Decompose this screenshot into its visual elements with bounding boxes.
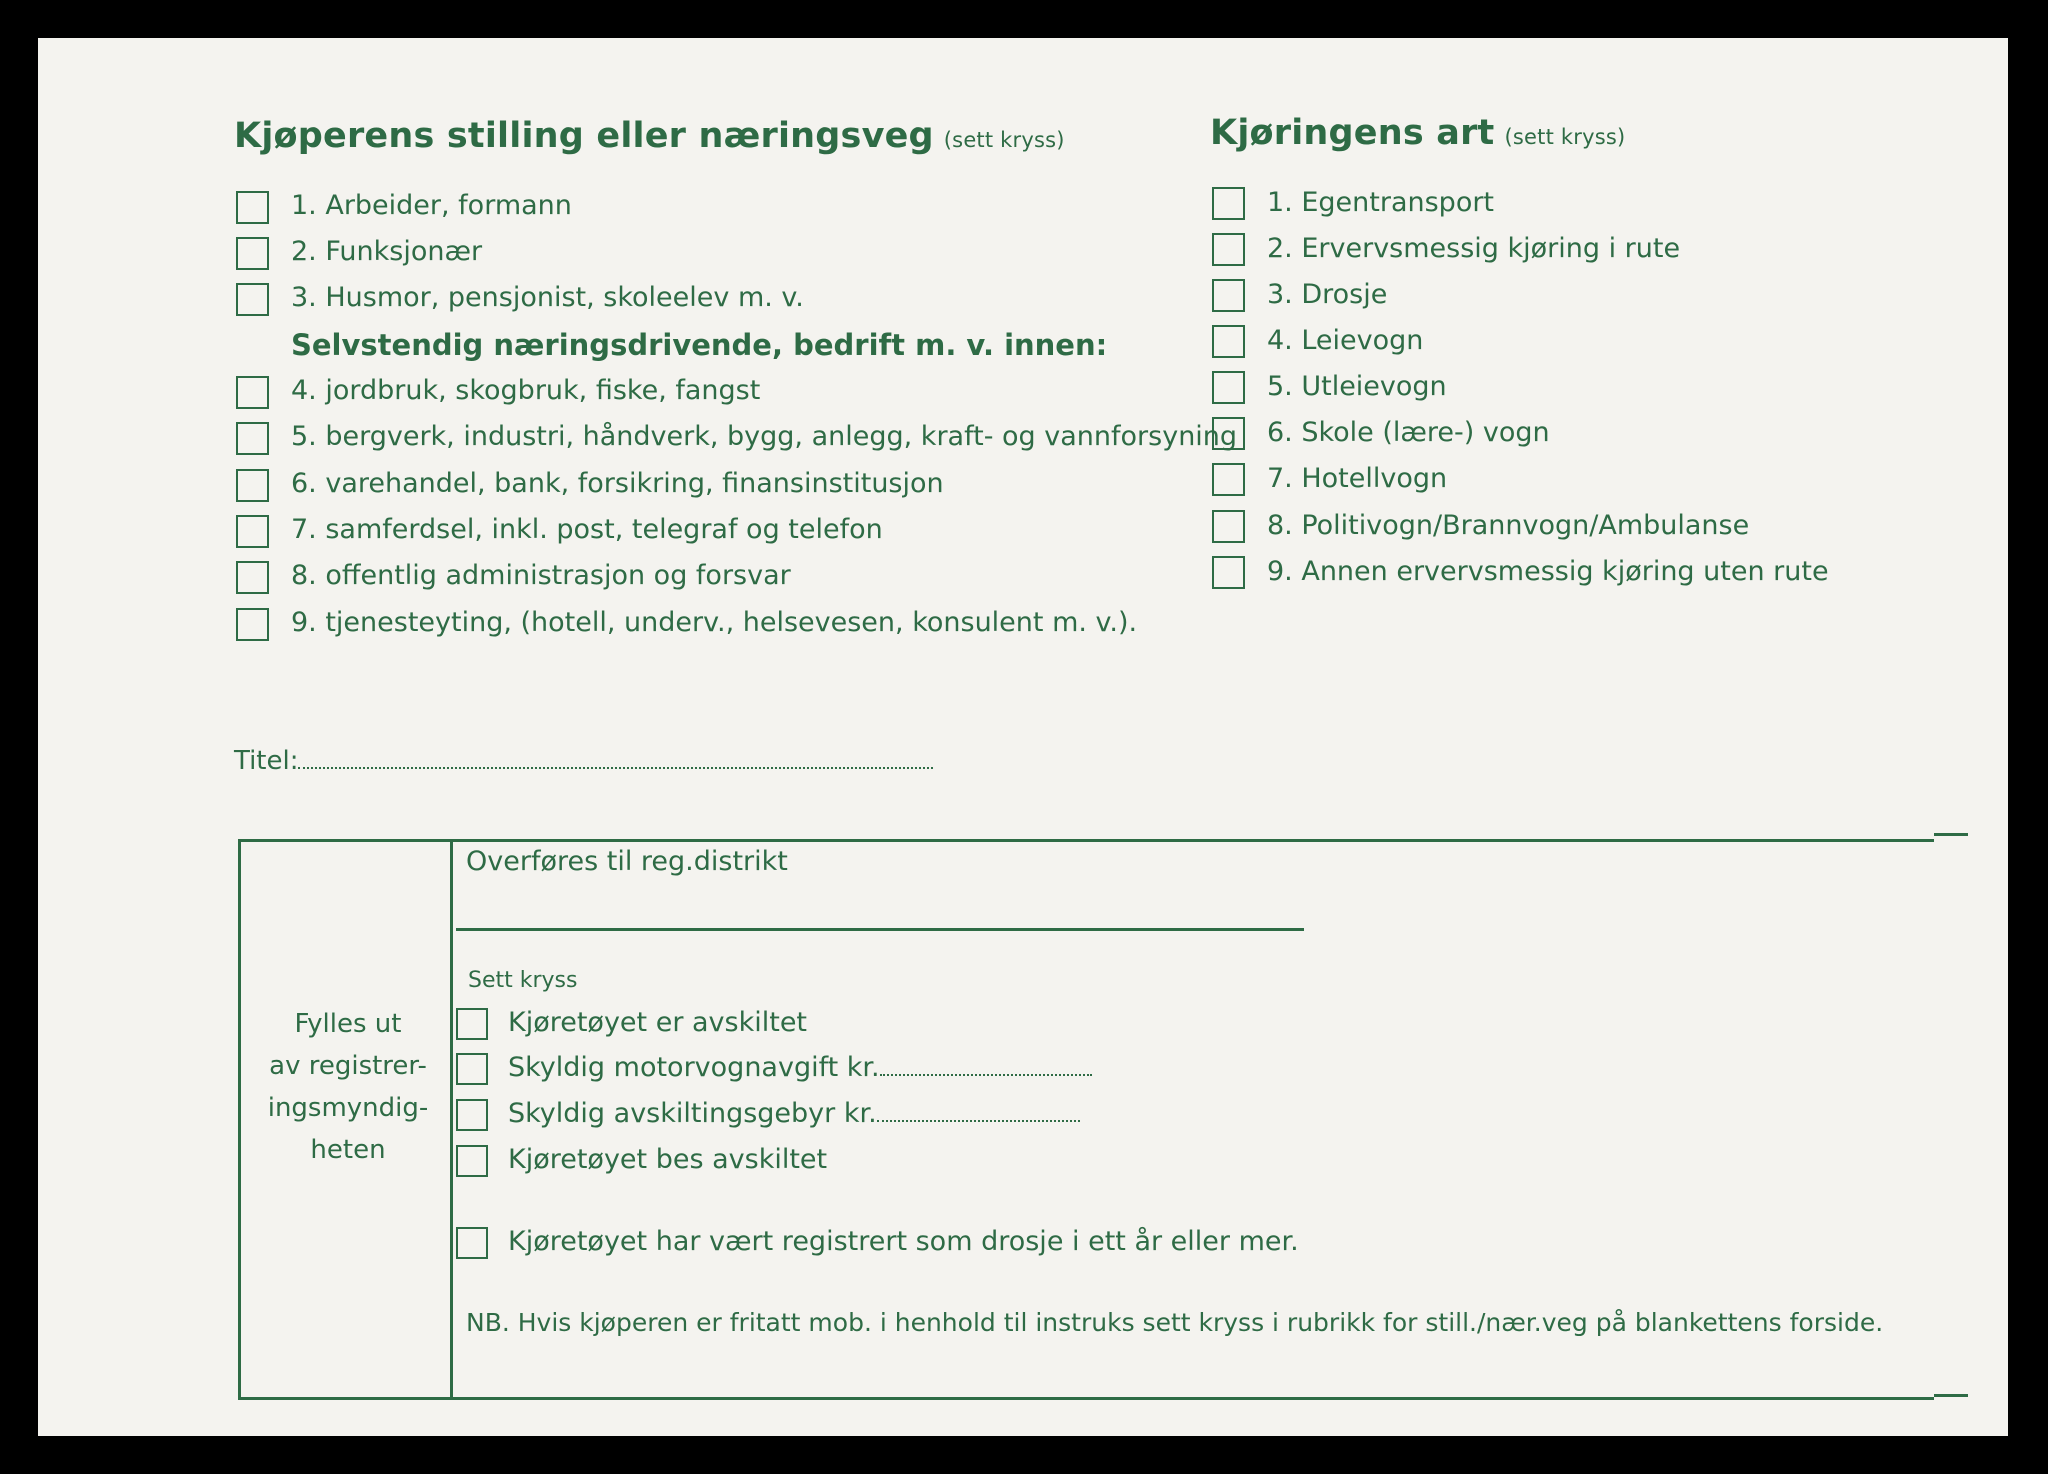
checkbox-drosje[interactable] <box>456 1227 488 1259</box>
titel-dotted-line <box>298 749 933 769</box>
checkbox-stilling-1[interactable] <box>236 191 269 224</box>
check-avskiltingsgebyr <box>508 1098 1080 1129</box>
box-top-extension <box>1934 833 1968 836</box>
checkbox-kjoring-3[interactable] <box>1212 279 1245 312</box>
right-title-hint: (sett kryss) <box>1504 125 1626 149</box>
left-title-text: Kjøperens stilling eller næringsveg <box>234 116 934 156</box>
checkbox-kjoring-2[interactable] <box>1212 233 1245 266</box>
checkbox-avskiltingsgebyr[interactable] <box>456 1099 488 1131</box>
motorvognavgift-dotted-line[interactable] <box>880 1056 1092 1076</box>
checkbox-kjoring-5[interactable] <box>1212 371 1245 404</box>
kjoring-item-4: 4. Leievogn <box>1267 325 1424 356</box>
form-paper <box>38 38 2008 1436</box>
right-section-title <box>1210 113 1625 153</box>
selvstendig-subheading: Selvstendig næringsdrivende, bedrift m. v. innen: <box>291 328 1108 362</box>
checkbox-kjoring-7[interactable] <box>1212 463 1245 496</box>
checkbox-stilling-4[interactable] <box>236 376 269 409</box>
checkbox-avskiltet[interactable] <box>456 1008 488 1040</box>
kjoring-item-6: 6. Skole (lære-) vogn <box>1267 417 1550 448</box>
kjoring-item-3: 3. Drosje <box>1267 279 1388 310</box>
stilling-item-7: 7. samferdsel, inkl. post, telegraf og telefon <box>291 514 883 545</box>
checkbox-kjoring-4[interactable] <box>1212 325 1245 358</box>
check-motorvognavgift-text: Skyldig motorvognavgift kr. <box>508 1052 880 1083</box>
checkbox-kjoring-9[interactable] <box>1212 556 1245 589</box>
checkbox-kjoring-1[interactable] <box>1212 187 1245 220</box>
titel-field[interactable] <box>234 746 933 776</box>
kjoring-item-9: 9. Annen ervervsmessig kjøring uten rute <box>1267 556 1829 587</box>
kjoring-item-1: 1. Egentransport <box>1267 187 1495 218</box>
stilling-item-2: 2. Funksjonær <box>291 236 483 267</box>
stilling-item-5: 5. bergverk, industri, håndverk, bygg, anlegg, kraft- og vannforsyning <box>291 421 1238 452</box>
check-motorvognavgift <box>508 1052 1092 1083</box>
checkbox-kjoring-6[interactable] <box>1212 417 1245 450</box>
kjoring-item-2: 2. Ervervsmessig kjøring i rute <box>1267 233 1681 264</box>
checkbox-stilling-5[interactable] <box>236 422 269 455</box>
checkbox-stilling-6[interactable] <box>236 469 269 502</box>
checkbox-stilling-8[interactable] <box>236 561 269 594</box>
side-label-line-3: ingsmyndig- <box>267 1093 429 1123</box>
registry-side-label <box>248 1003 448 1171</box>
box-bottom-extension <box>1934 1394 1968 1397</box>
stilling-item-3: 3. Husmor, pensjonist, skoleelev m. v. <box>291 282 804 313</box>
checkbox-stilling-7[interactable] <box>236 515 269 548</box>
check-avskiltingsgebyr-text: Skyldig avskiltingsgebyr kr. <box>508 1098 877 1129</box>
right-title-text: Kjøringens art <box>1210 113 1495 153</box>
stilling-item-9: 9. tjenesteyting, (hotell, underv., helsevesen, konsulent m. v.). <box>291 607 1138 638</box>
checkbox-kjoring-8[interactable] <box>1212 510 1245 543</box>
side-label-line-4: heten <box>310 1135 386 1165</box>
stilling-item-4: 4. jordbruk, skogbruk, fiske, fangst <box>291 375 761 406</box>
kjoring-item-5: 5. Utleievogn <box>1267 371 1447 402</box>
checkbox-bes-avskiltet[interactable] <box>456 1145 488 1177</box>
checkbox-stilling-3[interactable] <box>236 283 269 316</box>
side-label-line-2: av registrer- <box>269 1051 427 1081</box>
checkbox-stilling-9[interactable] <box>236 608 269 641</box>
left-section-title <box>234 116 1065 156</box>
box-divider <box>450 842 453 1397</box>
titel-label: Titel: <box>234 746 299 776</box>
check-drosje: Kjøretøyet har vært registrert som drosje i ett år eller mer. <box>508 1226 1299 1257</box>
checkbox-motorvognavgift[interactable] <box>456 1053 488 1085</box>
side-label-line-1: Fylles ut <box>294 1009 402 1039</box>
avskiltingsgebyr-dotted-line[interactable] <box>877 1102 1080 1122</box>
check-hint: Sett kryss <box>468 968 578 993</box>
stilling-item-8: 8. offentlig administrasjon og forsvar <box>291 560 791 591</box>
stilling-item-6: 6. varehandel, bank, forsikring, finansinstitusjon <box>291 468 944 499</box>
check-avskiltet: Kjøretøyet er avskiltet <box>508 1007 808 1038</box>
transfer-label: Overføres til reg.distrikt <box>466 846 788 877</box>
check-bes-avskiltet: Kjøretøyet bes avskiltet <box>508 1144 828 1175</box>
kjoring-item-8: 8. Politivogn/Brannvogn/Ambulanse <box>1267 510 1750 541</box>
left-title-hint: (sett kryss) <box>943 128 1065 152</box>
kjoring-item-7: 7. Hotellvogn <box>1267 463 1448 494</box>
checkbox-stilling-2[interactable] <box>236 237 269 270</box>
transfer-input-line[interactable] <box>456 928 1304 931</box>
nb-note: NB. Hvis kjøperen er fritatt mob. i henhold til instruks sett kryss i rubrikk for still./nær.veg på blankettens forside. <box>466 1308 1884 1337</box>
stilling-item-1: 1. Arbeider, formann <box>291 190 572 221</box>
